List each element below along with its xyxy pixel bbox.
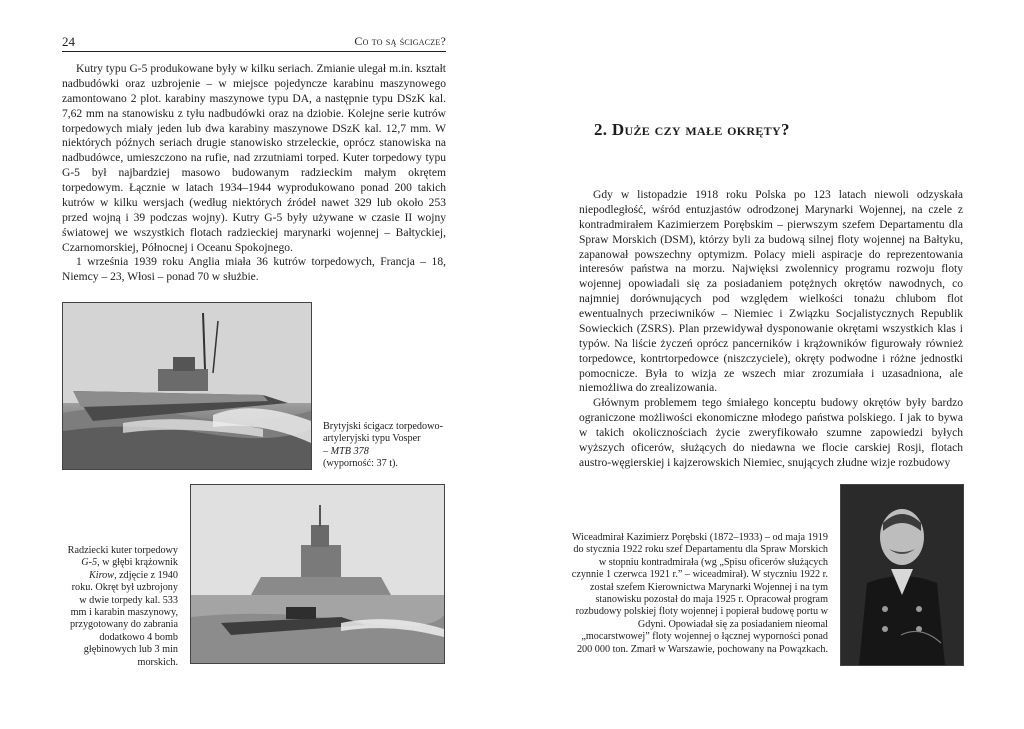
caption-kuter-g5 [66, 545, 178, 669]
caption-porebski: Wiceadmirał Kazimierz Porębski (1872–1933) – od maja 1919 do stycznia 1922 roku szef Departamentu dla Spraw Morskich w stopniu kontradmirała (wg „Spisu oficerów służących czynnie 1 czerwca 1921 r.” – wiceadmirał). W styczniu 1922 r. został szefem Kierownictwa Marynarki Wojennej i na tym stanowisku pozostał do maja 1925 r. Opracował program rozbudowy polskiej floty wojennej i popierał budowę portu w Gdyni. Opowiadał się za posiadaniem nieomal „mocarstwowej” floty wojennej o łącznej wyporności ponad 200 000 ton. Zmarł w Warszawie, pochowany na Powązkach. [571, 532, 828, 655]
paragraph: Głównym problemem tego śmiałego konceptu budowy okrętów były bardzo ograniczone możliwości ekonomiczne młodego państwa polskiego. I jak to bywa w takich okolicznościach życie zweryfikowało szumne zapowiedzi byłych wyższych oficerów, służących do niedawna we flocie carskiej Rosji, flotach austro-węgierskiej i kajzerowskich Niemiec, snujących złudne wizje rozbudowy [579, 397, 963, 469]
caption-vosper-line3: (wyporność: 37 t). [323, 458, 398, 470]
left-page-body [62, 62, 446, 285]
caption-kuter-part2: , w głębi krążownik [97, 557, 178, 569]
page-number: 24 [62, 34, 75, 49]
chapter-title: 2. Duże czy małe okręty? [594, 120, 790, 139]
photo-kuter-g5 [190, 484, 445, 664]
caption-kuter-italic1: G-5 [81, 557, 98, 569]
caption-vosper-line1: Brytyjski ścigacz torpedowo-artyleryjski typu Vosper [323, 421, 443, 445]
paragraph: Kutry typu G-5 produkowane były w kilku seriach. Zmianie ulegał m.in. kształt nadbudówki oraz uzbrojenie – w miejsce pojedyncze karabinu maszynowego zamontowano 2 plot. karabiny maszynowe typu DA, a następnie typu DSzK kal. 7,62 mm na stanowisku z tyłu nadbudówki oraz na dziobie. Kolejne serie kutrów torpedowych miały jeden lub dwa karabiny maszynowe DSzK kal. 12,7 mm. W niektórych późnych seriach drugie stanowisko strzeleckie, oprócz stanowiska na nadbudówce, umieszczono na rufie, nad zrzutniami torped. Kuter torpedowy typu G-5 był najbardziej masowo budowanym radzieckim małym okrętem torpedowym. Łącznie w latach 1934–1944 wyprodukowano ponad 200 takich kutrów w kilku wersjach (według niektórych źródeł nawet 329 lub około 253 przed wojną i 39 podczas wojny). Kutry G-5 były używane w czasie II wojny światowej we wszystkich flotach radzieckiej marynarki wojennej – Bałtyckiej, Czarnomorskiej, Północnej i Oceanu Spokojnego. [62, 63, 446, 254]
caption-vosper-dash: – [323, 445, 331, 457]
photo-porebski-portrait [840, 484, 964, 666]
running-head: Co to są ścigacze? [354, 34, 446, 48]
paragraph: Gdy w listopadzie 1918 roku Polska po 123 latach niewoli odzyskała niepodległość, wśród entuzjastów odrodzonej Marynarki Wojennej, na czele z kontradmirałem Kazimierzem Porębskim – pierwszym szefem Departamentu dla Spraw Morskich (DSM), którzy byli za budową silnej floty wojennej na Bałtyku, zapanował powszechny optymizm. Polacy mieli aspiracje do reprezentowania interesów państwa na morzu. Najwięksi zwolennicy programu rozwoju floty wojennej opowiadali się za posiadaniem potężnych okrętów nawodnych, co najmniej dorównujących pod względem wielkości tonażu chlubom flot ewentualnych przeciwników – Niemiec i Związku Socjalistycznych Republik Sowieckich (ZSRS). Plan przewidywał dysponowanie okrętami wszystkich klas i typów. Na liście życzeń oprócz pancerników i krążowników figurowały również torpedowce, kontrtorpedowce (niszczyciele), okręty podwodne i różne jednostki pomocnicze. Była to wizja ze wszech miar zrozumiała i uzasadniona, ale niemożliwa do zrealizowania. [579, 189, 963, 395]
paragraph: 1 września 1939 roku Anglia miała 36 kutrów torpedowych, Francja – 18, Niemcy – 23, Włosi – ponad 70 w służbie. [62, 256, 446, 284]
caption-kuter-part3: , zdjęcie z 1940 roku. Okręt był uzbrojony w dwie torpedy kal. 533 mm i karabin maszynowy, przygotowany do zabrania dodatkowo 4 bomb głębinowych lub 3 min morskich. [69, 569, 178, 668]
photo-kuter-drawing [191, 485, 444, 663]
caption-kuter-part1: Radziecki kuter torpedowy [67, 545, 178, 556]
caption-vosper [323, 421, 453, 471]
portrait-drawing [841, 485, 963, 665]
photo-vosper-mtb [62, 302, 312, 470]
caption-kuter-italic2: Kirow [88, 569, 115, 581]
right-page-body [579, 188, 963, 471]
photo-vosper-drawing [63, 303, 311, 469]
header-rule [62, 51, 446, 52]
caption-vosper-ship-name: MTB 378 [330, 445, 369, 457]
